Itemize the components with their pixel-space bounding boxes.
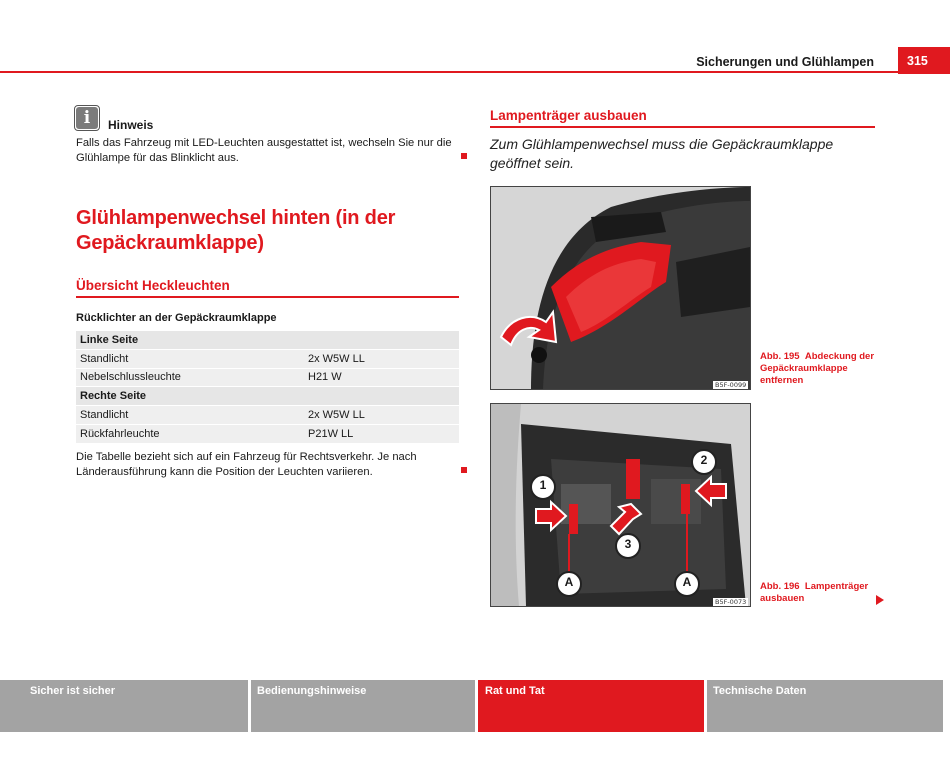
nav-tab-rat-und-tat[interactable]: Rat und Tat <box>478 680 704 732</box>
table-row <box>76 406 459 425</box>
table-group-row <box>76 331 459 349</box>
figure-caption: Abb. 196 Lampenträger ausbauen <box>760 581 869 604</box>
bulb-type: H21 W <box>304 368 459 387</box>
note-text: Falls das Fahrzeug mit LED-Leuchten ausgestattet ist, wechseln Sie nur die Glühlampe für das Blinklicht aus. <box>76 137 452 164</box>
removal-heading-rule <box>490 126 875 128</box>
light-name: Rückfahrleuchte <box>76 424 304 443</box>
section-end-marker <box>461 467 467 473</box>
group-label: Rechte Seite <box>76 387 459 406</box>
nav-tab-bedienungshinweise[interactable]: Bedienungshinweise <box>251 680 475 732</box>
removal-heading: Lampenträger ausbauen <box>490 108 647 123</box>
page-number: 315 <box>898 47 950 74</box>
section-title: Sicherungen und Glühlampen <box>696 55 874 69</box>
table-group-row <box>76 387 459 406</box>
section-end-marker <box>461 153 467 159</box>
figure-caption: Abb. 195 Abdeckung der Gepäckraumklappe entfernen <box>760 351 875 386</box>
figure-code: B5F-0073 <box>715 598 747 606</box>
figure-code: B5F-0099 <box>715 381 747 389</box>
header-rule <box>0 71 898 73</box>
callout-1: 1 <box>539 478 547 492</box>
overview-heading-rule <box>76 296 459 298</box>
rear-lights-table <box>76 331 459 444</box>
figure-cover-removal <box>490 186 751 390</box>
bulb-type: P21W LL <box>304 424 459 443</box>
table-note: Die Tabelle bezieht sich auf ein Fahrzeug für Rechtsverkehr. Je nach Länderausführung kann die Position der Leuchten variieren. <box>76 451 417 478</box>
intro-text: Zum Glühlampenwechsel muss die Gepäckraumklappe geöffnet sein. <box>490 136 834 171</box>
callout-a: A <box>682 575 692 589</box>
footer-nav <box>0 680 950 732</box>
light-name: Nebelschlussleuchte <box>76 368 304 387</box>
note-title: Hinweis <box>108 118 154 132</box>
info-i-icon: i <box>76 107 98 129</box>
nav-tab-technische-daten[interactable]: Technische Daten <box>707 680 943 732</box>
overview-heading: Übersicht Heckleuchten <box>76 278 230 293</box>
table-row <box>76 424 459 443</box>
table-row <box>76 349 459 368</box>
table-row <box>76 368 459 387</box>
bulb-type: 2x W5W LL <box>304 349 459 368</box>
light-name: Standlicht <box>76 406 304 425</box>
nav-tab-sicher-ist-sicher[interactable]: Sicher ist sicher <box>0 680 248 732</box>
lamp-holder-illustration <box>491 404 750 606</box>
callout-2: 2 <box>700 453 708 467</box>
light-name: Standlicht <box>76 349 304 368</box>
callout-3: 3 <box>624 537 632 551</box>
group-label: Linke Seite <box>76 331 459 349</box>
table-caption: Rücklichter an der Gepäckraumklappe <box>76 312 277 324</box>
callout-a: A <box>564 575 574 589</box>
trunk-cover-illustration <box>491 187 750 389</box>
chapter-heading: Glühlampenwechsel hinten (in der Gepäckraumklappe) <box>76 207 396 254</box>
continue-arrow-icon <box>876 595 884 605</box>
bulb-type: 2x W5W LL <box>304 406 459 425</box>
figure-lamp-holder-removal <box>490 403 751 607</box>
